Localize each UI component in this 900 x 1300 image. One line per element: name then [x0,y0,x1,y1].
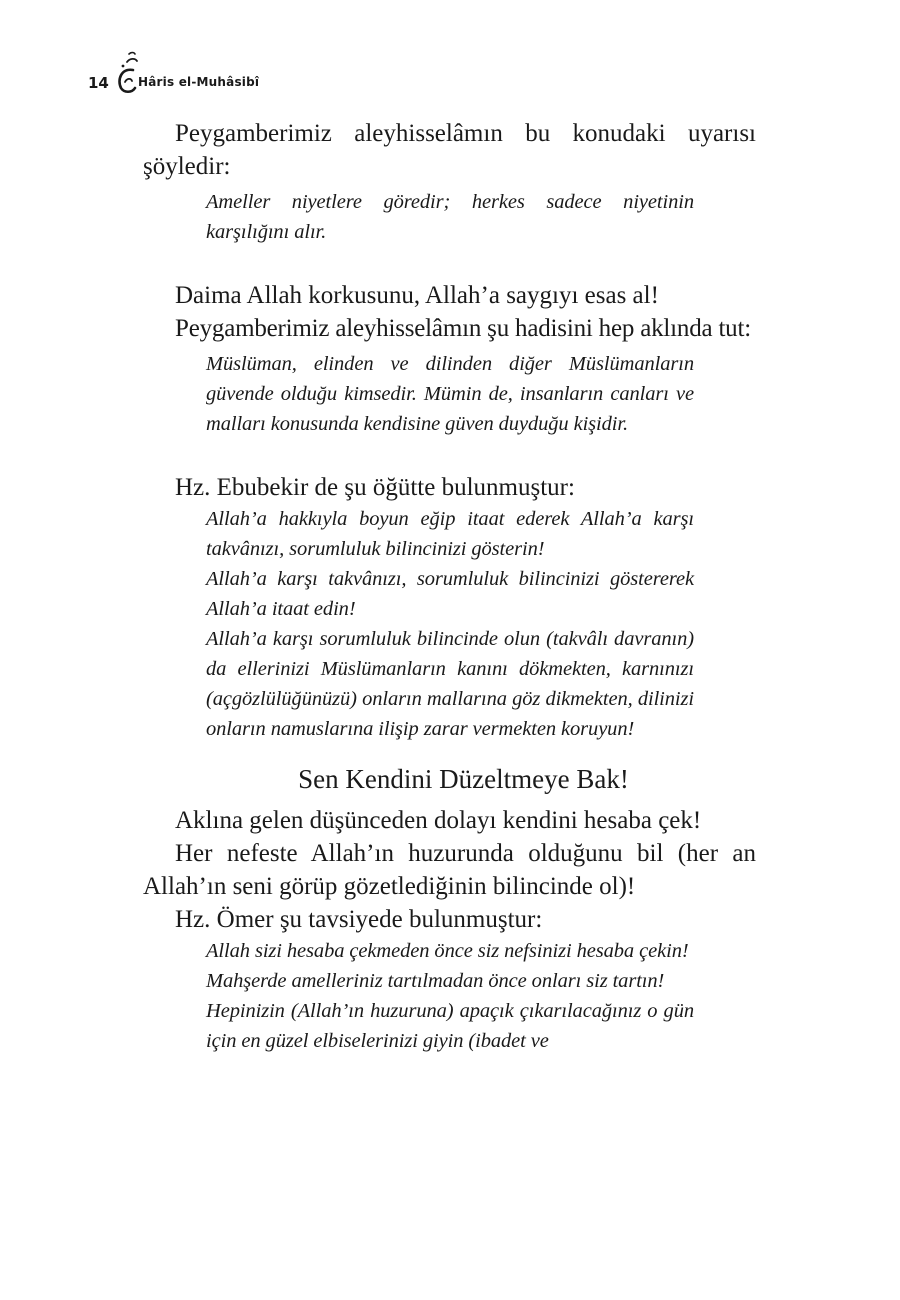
section-heading: Sen Kendini Düzeltmeye Bak! [298,764,629,794]
paragraph: Peygamberimiz aleyhisselâmın bu konudaki uyarısı şöyledir: [143,120,756,180]
quote-text: Allah’a hakkıyla boyun eğip itaat ederek Allah’a karşı takvânızı, sorumluluk bilincinizi gösterin! [206,508,694,560]
quote-text: Hepinizin (Allah’ın huzuruna) apaçık çıkarılacağınız o gün için en güzel elbiselerinizi giyin (ibadet ve [206,1000,694,1052]
advice-quote [206,504,694,744]
paragraph: Her nefeste Allah’ın huzurunda olduğunu bil (her an Allah’ın seni görüp gözetlediğinin bilincinde ol)! [143,840,756,900]
hadith-quote [206,349,694,439]
paragraph: Daima Allah korkusunu, Allah’a saygıyı esas al! [175,282,659,309]
paragraph: Hz. Ömer şu tavsiyede bulunmuştur: [175,906,543,933]
quote-text: Allah sizi hesaba çekmeden önce siz nefsinizi hesaba çekin! [206,940,689,962]
paragraph: Hz. Ebubekir de şu öğütte bulunmuştur: [175,474,575,501]
hadith-quote [206,187,694,247]
page-body [143,117,756,1056]
paragraph: Peygamberimiz aleyhisselâmın şu hadisini hep aklında tut: [175,315,751,342]
arabic-calligraphy-logo-icon [113,48,143,98]
quote-text: Allah’a karşı takvânızı, sorumluluk bilincinizi göstererek Allah’a itaat edin! [206,568,694,620]
advice-quote [206,936,694,1056]
running-head-author: Hâris el-Muhâsibî [138,75,260,89]
quote-text: Müslüman, elinden ve dilinden diğer Müslümanların güvende olduğu kimsedir. Mümin de, insanların canları ve malları konusunda kendisine güven duyduğu kişidir. [206,353,694,435]
quote-text: Ameller niyetlere göredir; herkes sadece niyetinin karşılığını alır. [206,191,694,243]
quote-text: Allah’a karşı sorumluluk bilincinde olun (takvâlı davranın) da ellerinizi Müslümanların kanını dökmekten, karnınızı (açgözlülüğünüzü) onların mallarına göz dikmekten, dilinizi onların namuslarına ilişip zarar vermekten koruyun! [206,628,694,740]
page-number: 14 [88,74,109,92]
paragraph: Aklına gelen düşünceden dolayı kendini hesaba çek! [175,807,702,834]
quote-text: Mahşerde amelleriniz tartılmadan önce onları siz tartın! [206,970,665,992]
